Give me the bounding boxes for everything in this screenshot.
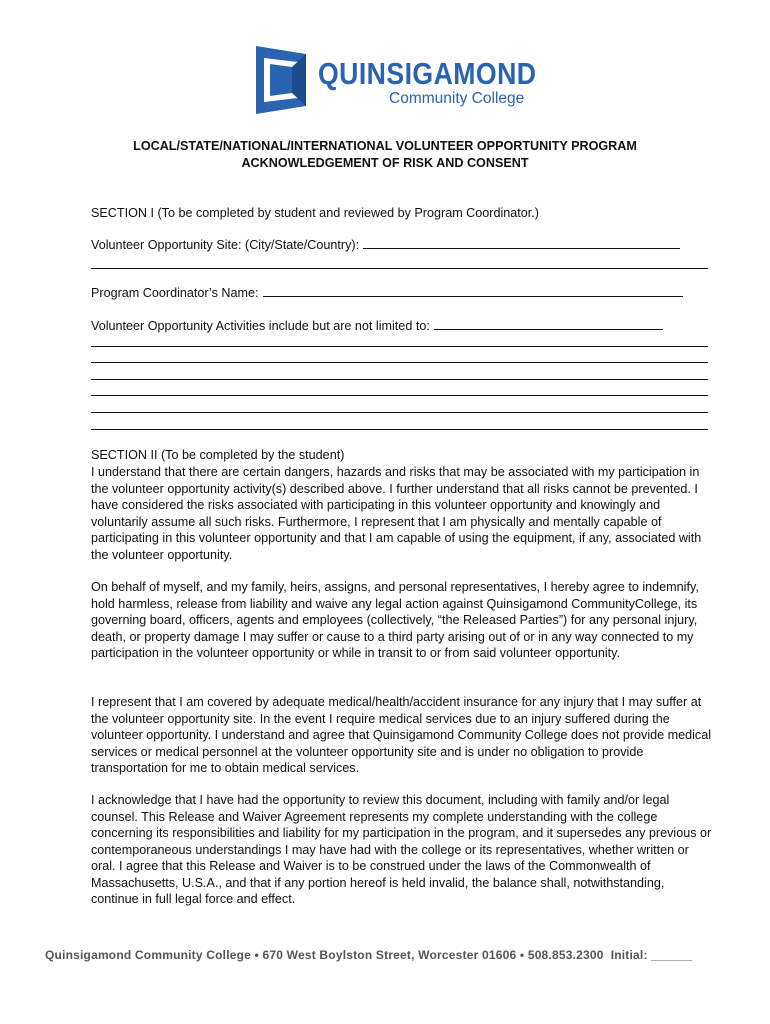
section2-heading: SECTION II (To be completed by the student) xyxy=(91,448,345,462)
activities-line[interactable] xyxy=(91,379,708,380)
college-logo xyxy=(256,44,556,114)
activities-line[interactable] xyxy=(91,362,708,363)
site-input-continuation[interactable] xyxy=(91,268,708,269)
coordinator-label: Program Coordinator’s Name: xyxy=(91,286,259,300)
title-line-2: ACKNOWLEDGEMENT OF RISK AND CONSENT xyxy=(241,156,529,170)
activities-line[interactable] xyxy=(91,429,708,430)
coordinator-input[interactable] xyxy=(263,285,683,297)
activities-line[interactable] xyxy=(91,395,708,396)
activities-line[interactable] xyxy=(91,346,708,347)
paragraph-acknowledgement: I acknowledge that I have had the opportunity to review this document, including with family and/or legal counsel. This Release and Waiver Agreement represents my complete understanding with the college concerning its responsibilities and liability for my participation in the program, and it supersedes any previous or contemporaneous understandings I may have had with the college or its representatives, whether written or oral. I agree that this Release and Waiver is to be construed under the laws of the Commonwealth of Massachusetts, U.S.A., and that if any portion hereof is held invalid, the balance shall, notwithstanding, continue in full legal force and effect. xyxy=(91,793,712,906)
site-input[interactable] xyxy=(363,237,680,249)
site-field-row xyxy=(91,237,711,254)
site-label: Volunteer Opportunity Site: (City/State/Country): xyxy=(91,238,360,252)
activities-line[interactable] xyxy=(91,412,708,413)
title-line-1: LOCAL/STATE/NATIONAL/INTERNATIONAL VOLUNTEER OPPORTUNITY PROGRAM xyxy=(133,139,637,153)
coordinator-field-row xyxy=(91,285,711,302)
section1-heading: SECTION I (To be completed by student and reviewed by Program Coordinator.) xyxy=(91,206,539,220)
activities-field-row xyxy=(91,318,711,335)
paragraph-medical-insurance: I represent that I am covered by adequate medical/health/accident insurance for any injury that I may suffer at the volunteer opportunity site. In the event I require medical services due to an injury suffered during the volunteer opportunity. I understand and agree that Quinsigamond Community College does not provide medical services or medical personnel at the volunteer opportunity site and is under no obligation to provide transportation for me to obtain medical services. xyxy=(91,695,712,775)
footer-address: Quinsigamond Community College • 670 West Boylston Street, Worcester 01606 • 508.853.2300 xyxy=(45,948,604,962)
paragraph-indemnification: On behalf of myself, and my family, heirs, assigns, and personal representatives, I hereby agree to indemnify, hold harmless, release from liability and waive any legal action against Quinsigamond CommunityCollege, its governing board, officers, agents and employees (collectively, “the Released Parties”) for any personal injury, death, or property damage I may suffer or cause to a third party arising out of or in any way connected to my participation in the volunteer opportunity or while in transit to or from said volunteer opportunity. xyxy=(91,580,699,660)
activities-input[interactable] xyxy=(434,318,663,330)
activities-label: Volunteer Opportunity Activities include but are not limited to: xyxy=(91,319,430,333)
footer xyxy=(45,948,692,962)
logo-subtitle: Community College xyxy=(389,90,525,107)
initial-field[interactable]: Initial: ______ xyxy=(610,948,693,962)
college-logo-mark-icon xyxy=(256,44,306,114)
paragraph-assumption-of-risk: I understand that there are certain dangers, hazards and risks that may be associated with my participation in the volunteer opportunity activity(s) described above. I further understand that all risks cannot be prevented. I have considered the risks associated with participating in this volunteer opportunity and knowingly and voluntarily assume all such risks. Furthermore, I represent that I am physically and mentally capable of participating in this volunteer opportunity and that I am capable of using the equipment, if any, associated with the volunteer opportunity. xyxy=(91,465,702,562)
document-title xyxy=(0,138,770,172)
logo-name: QUINSIGAMOND xyxy=(318,56,537,91)
